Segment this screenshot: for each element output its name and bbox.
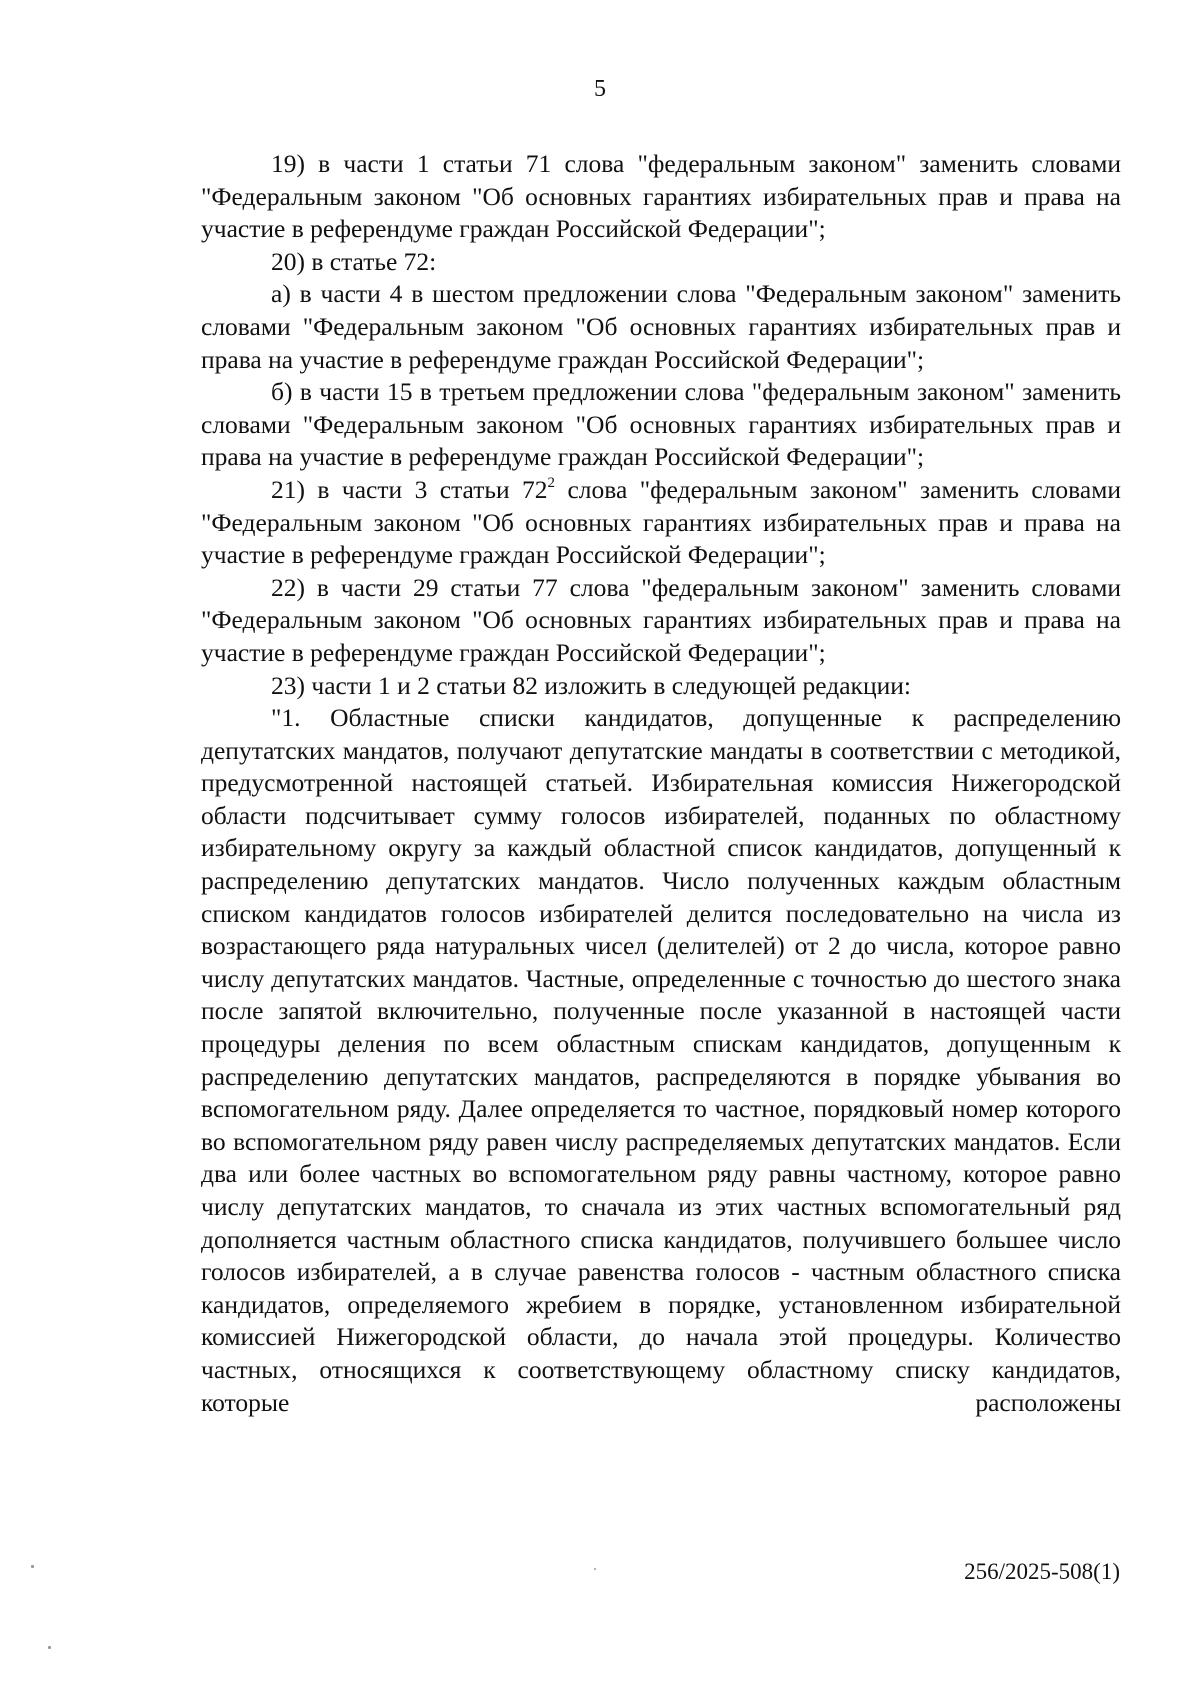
paragraph-item-21: [201, 474, 1121, 572]
paragraph-item-19: 19) в части 1 статьи 71 слова "федеральным законом" заменить словами "Федеральным законом "Об основных гарантиях избирательных прав и права на участие в референдуме граждан Российской Федерации";: [201, 149, 1121, 244]
document-code: 256/2025-508(1): [964, 1559, 1120, 1584]
paragraph-item-20: 20) в статье 72:: [271, 246, 437, 276]
paragraph-item-23: 23) части 1 и 2 статьи 82 изложить в следующей редакции:: [271, 670, 911, 700]
paragraph-subitem-b: б) в части 15 в третьем предложении слова "федеральным законом" заменить словами "Федеральным законом "Об основных гарантиях избирательных прав и права на участие в референдуме граждан Российской Федерации";: [201, 377, 1121, 472]
superscript-article-index: 2: [547, 474, 556, 491]
page-number: 5: [594, 76, 606, 102]
document-body: [201, 148, 1121, 1419]
paragraph-item-22: 22) в части 29 статьи 77 слова "федеральным законом" заменить словами "Федеральным законом "Об основных гарантиях избирательных прав и права на участие в референдуме граждан Российской Федерации";: [201, 572, 1121, 667]
scan-speck: [48, 1646, 51, 1649]
paragraph-new-part-1: "1. Областные списки кандидатов, допущенные к распределению депутатских мандатов, получают депутатские мандаты в соответствии с методикой, предусмотренной настоящей статьей. Избирательная комиссия Нижегородской области подсчитывает сумму голосов избирателей, поданных по областному избирательному округу за каждый областной список кандидатов, допущенный к распределению депутатских мандатов. Число полученных каждым областным списком кандидатов голосов избирателей делится последовательно на числа из возрастающего ряда натуральных чисел (делителей) от 2 до числа, которое равно числу депутатских мандатов. Частные, определенные с точностью до шестого знака после запятой включительно, полученные после указанной в настоящей части процедуры деления по всем областным спискам кандидатов, допущенным к распределению депутатских мандатов, распределяются в порядке убывания во вспомогательном ряду. Далее определяется то частное, порядковый номер которого во вспомогательном ряду равен числу распределяемых депутатских мандатов. Если два или более частных во вспомогательном ряду равны частному, которое равно числу депутатских мандатов, то сначала из этих частных вспомогательный ряд дополняется частным областного списка кандидатов, получившего большее число голосов избирателей, а в случае равенства голосов - частным областного списка кандидатов, определяемого жребием в порядке, установленном избирательной комиссией Нижегородской области, до начала этой процедуры. Количество частных, относящихся к соответствующему областному списку кандидатов, которые расположены: [201, 703, 1121, 1417]
scan-speck: [594, 1568, 596, 1570]
paragraph-subitem-a: а) в части 4 в шестом предложении слова "Федеральным законом" заменить словами "Федеральным законом "Об основных гарантиях избирательных прав и права на участие в референдуме граждан Российской Федерации";: [201, 279, 1121, 374]
scan-speck: [31, 1565, 34, 1568]
paragraph-item-21-start: 21) в части 3 статьи 72: [271, 474, 548, 504]
paragraph-item-21-rest: слова "федеральным законом" заменить словами "Федеральным законом "Об основных гарантиях избирательных прав и права на участие в референдуме граждан Российской Федерации";: [201, 474, 1121, 570]
